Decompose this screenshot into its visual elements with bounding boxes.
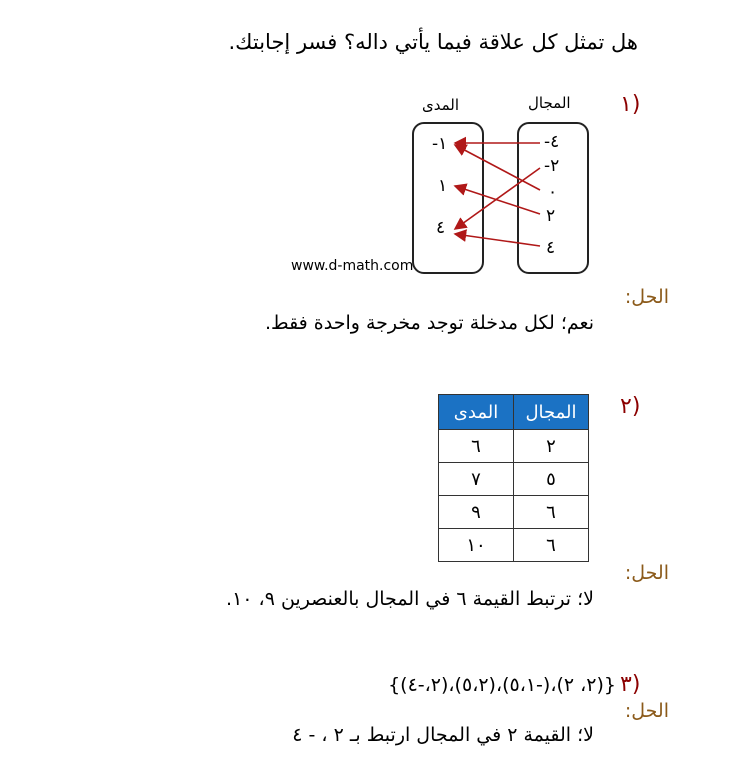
arrow-2-to-1	[455, 186, 540, 214]
range-value: -١	[432, 134, 448, 154]
table-row	[439, 496, 589, 529]
arrow-4-to-4	[455, 234, 540, 246]
domain-value: ٢	[546, 206, 556, 226]
solution-text-2: لا؛ ترتبط القيمة ٦ في المجال بالعنصرين ٩، ١٠.	[226, 588, 594, 610]
table-cell-domain: ٢	[514, 430, 589, 463]
question-1-number: ١)	[620, 92, 641, 117]
domain-value: ٠	[548, 182, 558, 202]
domain-value: -٤	[544, 132, 560, 152]
domain-label: المجال	[528, 94, 571, 112]
table-cell-domain: ٦	[514, 529, 589, 562]
question-3-number: ٣)	[620, 672, 641, 697]
relation-table	[438, 394, 589, 562]
solution-label-3: الحل:	[624, 700, 669, 722]
table-cell-domain: ٥	[514, 463, 589, 496]
mapping-arrows	[0, 0, 756, 300]
table-header-range: المدى	[439, 395, 514, 430]
table-cell-range: ٩	[439, 496, 514, 529]
table-cell-range: ٧	[439, 463, 514, 496]
watermark: www.d-math.com	[291, 258, 414, 274]
solution-text-3: لا؛ القيمة ٢ في المجال ارتبط بـ ٢ ، - ٤	[292, 724, 594, 746]
arrow-0-to-neg1	[455, 145, 540, 190]
table-row	[439, 430, 589, 463]
table-cell-domain: ٦	[514, 496, 589, 529]
range-value: ١	[438, 176, 448, 196]
domain-value: -٢	[544, 156, 560, 176]
arrow-neg2-to-4	[455, 168, 540, 229]
solution-text-1: نعم؛ لكل مدخلة توجد مخرجة واحدة فقط.	[265, 312, 594, 334]
question-2-number: ٢)	[620, 394, 641, 419]
relation-set: {(٢، ٢)،(-٥،١)،(٥،٢)،(٢،-٤)}	[388, 674, 616, 696]
table-row	[439, 463, 589, 496]
domain-value: ٤	[546, 238, 556, 258]
table-cell-range: ١٠	[439, 529, 514, 562]
page-heading: هل تمثل كل علاقة فيما يأتي داله؟ فسر إجابتك.	[228, 30, 638, 54]
table-header-domain: المجال	[514, 395, 589, 430]
range-label: المدى	[422, 96, 460, 114]
solution-label-1: الحل:	[624, 286, 669, 308]
solution-label-2: الحل:	[624, 562, 669, 584]
table-row	[439, 529, 589, 562]
table-cell-range: ٦	[439, 430, 514, 463]
range-value: ٤	[436, 218, 446, 238]
